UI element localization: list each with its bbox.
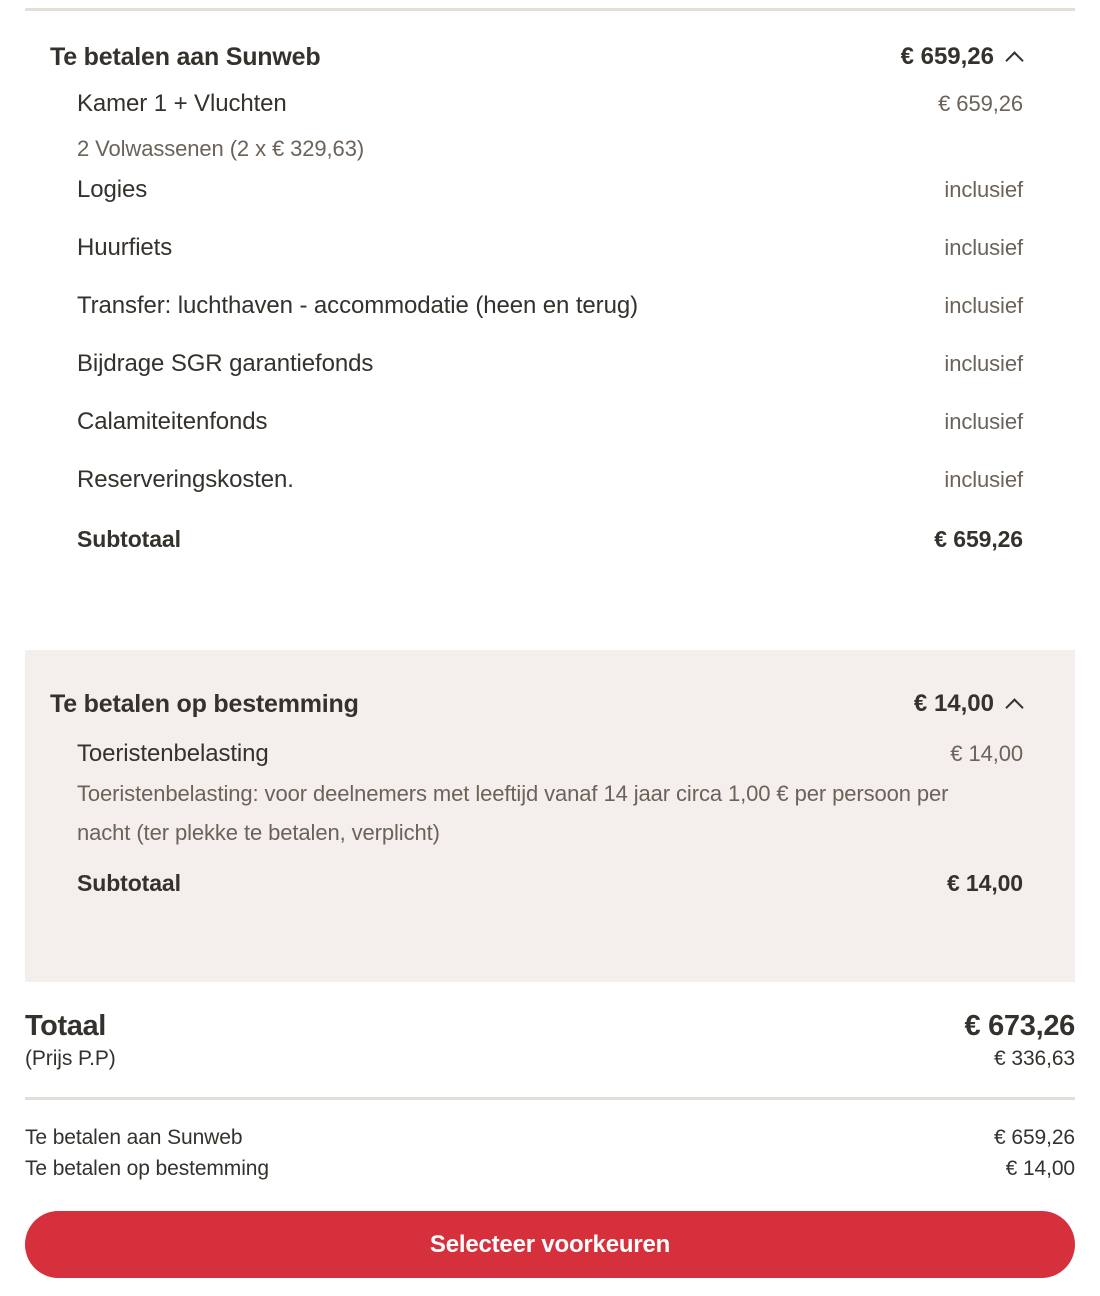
payment-breakdown-summary	[25, 1126, 1075, 1188]
total-label: Totaal	[25, 1010, 106, 1042]
section-header-right	[914, 690, 1023, 718]
total-value: € 673,26	[964, 1010, 1075, 1042]
breakdown-row-destination	[25, 1157, 1075, 1181]
price-per-person-row	[25, 1047, 1075, 1071]
section-amount-pay-to-sunweb: € 659,26	[900, 43, 994, 70]
chevron-up-icon[interactable]	[1006, 49, 1023, 66]
price-per-person-label: (Prijs P.P)	[25, 1047, 116, 1070]
item-label: Logies	[77, 176, 148, 203]
total-row	[25, 1010, 1075, 1043]
item-row-toeristenbelasting	[77, 730, 1023, 776]
item-row-logies	[77, 162, 1023, 220]
item-label: Kamer 1 + Vluchten	[77, 90, 287, 117]
subtotal-label: Subtotaal	[77, 870, 181, 897]
chevron-up-icon[interactable]	[1006, 696, 1023, 713]
section-title-pay-at-destination: Te betalen op bestemming	[50, 689, 359, 718]
item-row-calamiteitenfonds	[77, 394, 1023, 452]
section-header-pay-at-destination[interactable]	[25, 678, 1075, 730]
top-divider	[25, 8, 1075, 11]
item-row-reserveringskosten	[77, 452, 1023, 510]
section-amount-pay-at-destination: € 14,00	[913, 690, 994, 717]
section-header-pay-to-sunweb[interactable]	[0, 38, 1100, 76]
section-header-right	[901, 43, 1023, 71]
breakdown-label: Te betalen op bestemming	[25, 1157, 269, 1180]
item-value: inclusief	[944, 467, 1023, 492]
destination-item-list	[25, 730, 1075, 898]
subtotal-value: € 659,26	[934, 526, 1023, 552]
subtotal-row-destination	[77, 852, 1023, 898]
item-description: Toeristenbelasting: voor deelnemers met leeftijd vanaf 14 jaar circa 1,00 € per persoon per nacht (ter plekke te betalen, verplicht)	[77, 781, 949, 846]
item-row-transfer	[77, 278, 1023, 336]
totals-divider	[25, 1097, 1075, 1100]
price-per-person-value: € 336,63	[994, 1047, 1075, 1070]
item-row-room-flights	[77, 76, 1023, 134]
breakdown-row-sunweb	[25, 1126, 1075, 1150]
item-value: inclusief	[944, 351, 1023, 376]
item-label: Calamiteitenfonds	[77, 408, 268, 435]
item-value: inclusief	[944, 235, 1023, 260]
item-label: Bijdrage SGR garantiefonds	[77, 350, 374, 377]
item-value: inclusief	[944, 177, 1023, 202]
item-row-sgr	[77, 336, 1023, 394]
breakdown-value: € 14,00	[1005, 1157, 1075, 1180]
item-value: € 14,00	[950, 741, 1023, 766]
item-label: Huurfiets	[77, 234, 173, 261]
item-value: inclusief	[944, 409, 1023, 434]
select-preferences-button[interactable]: Selecteer voorkeuren	[25, 1211, 1075, 1278]
breakdown-label: Te betalen aan Sunweb	[25, 1126, 243, 1149]
sunweb-item-list	[0, 76, 1100, 568]
subtotal-value: € 14,00	[946, 870, 1023, 897]
subtotal-row-sunweb	[77, 510, 1023, 568]
totals-block	[25, 1010, 1075, 1071]
section-title-pay-to-sunweb: Te betalen aan Sunweb	[50, 42, 321, 71]
item-row-huurfiets	[77, 220, 1023, 278]
item-label: Transfer: luchthaven - accommodatie (heen en terug)	[77, 292, 638, 319]
subtotal-label: Subtotaal	[77, 526, 181, 552]
item-label: Reserveringskosten.	[77, 466, 294, 493]
item-value: inclusief	[944, 293, 1023, 318]
list-item	[77, 76, 1023, 162]
item-value: € 659,26	[938, 91, 1023, 116]
list-item	[77, 730, 1023, 852]
item-subtext: 2 Volwassenen (2 x € 329,63)	[77, 136, 365, 161]
section-pay-at-destination	[25, 650, 1075, 982]
item-label: Toeristenbelasting	[77, 740, 269, 767]
section-pay-to-sunweb	[0, 38, 1100, 568]
breakdown-value: € 659,26	[994, 1126, 1075, 1149]
